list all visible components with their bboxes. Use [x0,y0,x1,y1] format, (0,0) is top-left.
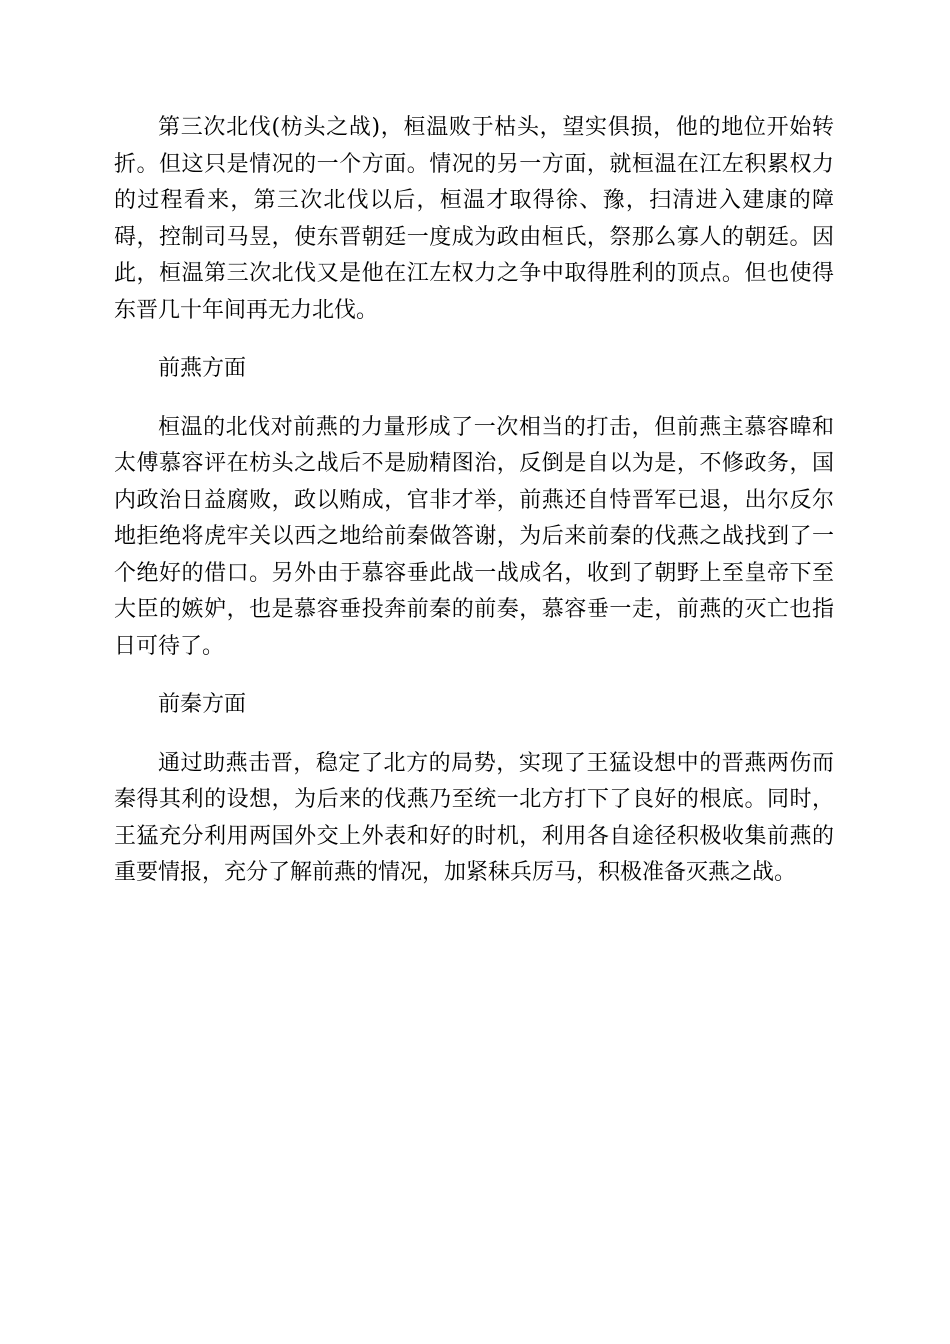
paragraph-third-expedition: 第三次北伐(枋头之战)，桓温败于枯头，望实俱损，他的地位开始转折。但这只是情况的一个方面。情况的另一方面，就桓温在江左积累权力的过程看来，第三次北伐以后，桓温才取得徐、豫，扫清进入建康的障碍，控制司马昱，使东晋朝廷一度成为政由桓氏，祭那么寡人的朝廷。因此，桓温第三次北伐又是他在江左权力之争中取得胜利的顶点。但也使得东晋几十年间再无力北伐。 [114,115,834,323]
section-heading-former-qin: 前秦方面 [158,692,247,717]
section-heading-former-yan: 前燕方面 [158,356,247,381]
document-body [114,110,834,914]
paragraph-former-qin: 通过助燕击晋，稳定了北方的局势，实现了王猛设想中的晋燕两伤而秦得其利的设想，为后来的伐燕乃至统一北方打下了良好的根底。同时，王猛充分利用两国外交上外表和好的时机，利用各自途径积极收集前燕的重要情报，充分了解前燕的情况，加紧秣兵厉马，积极准备灭燕之战。 [114,750,834,885]
paragraph-former-yan: 桓温的北伐对前燕的力量形成了一次相当的打击，但前燕主慕容暐和太傅慕容评在枋头之战后不是励精图治，反倒是自以为是，不修政务，国内政治日益腐败，政以贿成，官非才举，前燕还自恃晋军已退，出尔反尔地拒绝将虎牢关以西之地给前秦做答谢，为后来前秦的伐燕之战找到了一个绝好的借口。另外由于慕容垂此战一战成名，收到了朝野上至皇帝下至大臣的嫉妒，也是慕容垂投奔前秦的前奏，慕容垂一走，前燕的灭亡也指日可待了。 [114,414,834,659]
